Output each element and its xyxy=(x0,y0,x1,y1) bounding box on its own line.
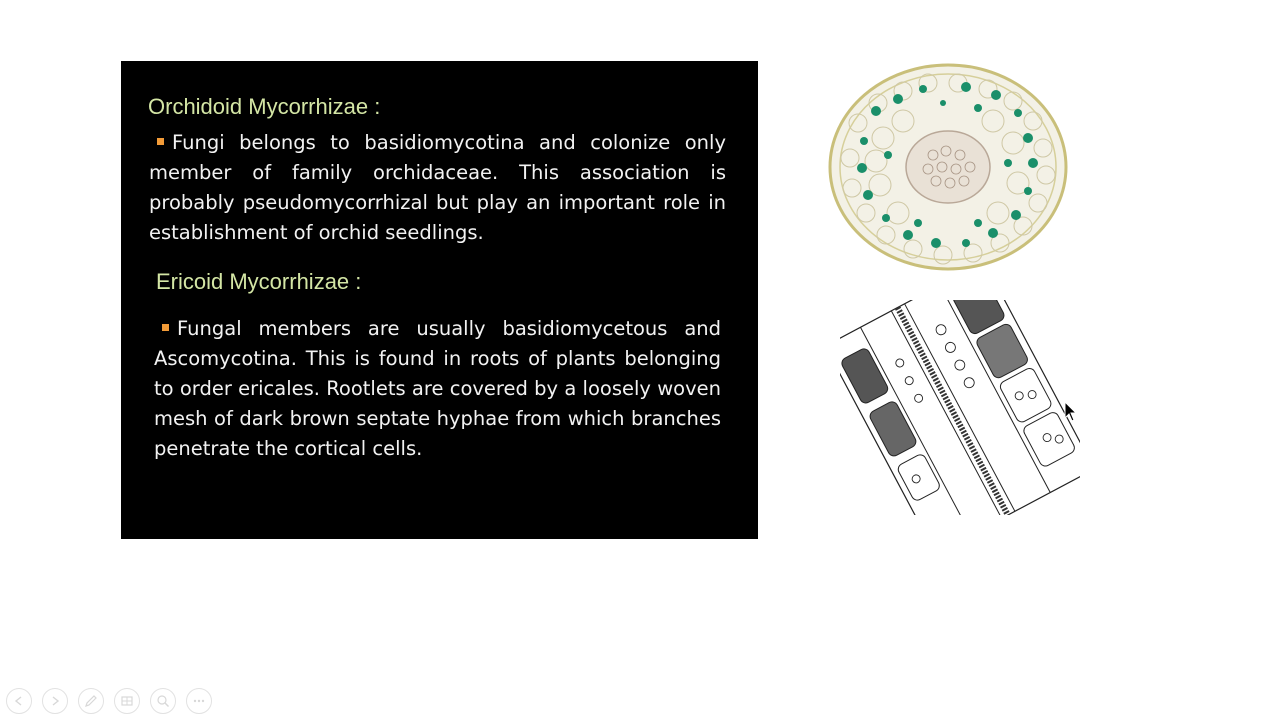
slide-content xyxy=(121,61,758,539)
ericoid-text: Fungal members are usually basidiomycetous and Ascomycotina. This is found in roots of plants belonging to order ericales. Rootlets are covered by a loosely woven mesh of dark brown septate hyphae from which branches penetrate the cortical cells. xyxy=(154,317,721,460)
pen-icon xyxy=(84,694,98,708)
orchidoid-paragraph xyxy=(149,128,726,248)
ericoid-paragraph xyxy=(154,314,721,464)
orchid-root-micrograph xyxy=(828,63,1068,271)
ericoid-heading: Ericoid Mycorrhizae : xyxy=(156,269,362,294)
mouse-cursor-icon xyxy=(1064,401,1078,423)
bullet-icon xyxy=(157,138,164,145)
ericoid-root-drawing xyxy=(840,300,1080,515)
next-icon xyxy=(49,695,61,707)
more-options-button[interactable] xyxy=(186,688,212,714)
previous-slide-button[interactable] xyxy=(6,688,32,714)
slideshow-controls xyxy=(6,688,212,714)
bullet-icon xyxy=(162,324,169,331)
next-slide-button[interactable] xyxy=(42,688,68,714)
more-icon xyxy=(192,694,206,708)
zoom-button[interactable] xyxy=(150,688,176,714)
pen-button[interactable] xyxy=(78,688,104,714)
previous-icon xyxy=(13,695,25,707)
slides-icon xyxy=(120,694,134,708)
see-all-slides-button[interactable] xyxy=(114,688,140,714)
zoom-icon xyxy=(156,694,170,708)
orchidoid-text: Fungi belongs to basidiomycotina and colonize only member of family orchidaceae. This association is probably pseudomycorrhizal but play an important role in establishment of orchid seedlings. xyxy=(149,131,726,244)
orchidoid-heading: Orchidoid Mycorrhizae : xyxy=(148,94,381,119)
